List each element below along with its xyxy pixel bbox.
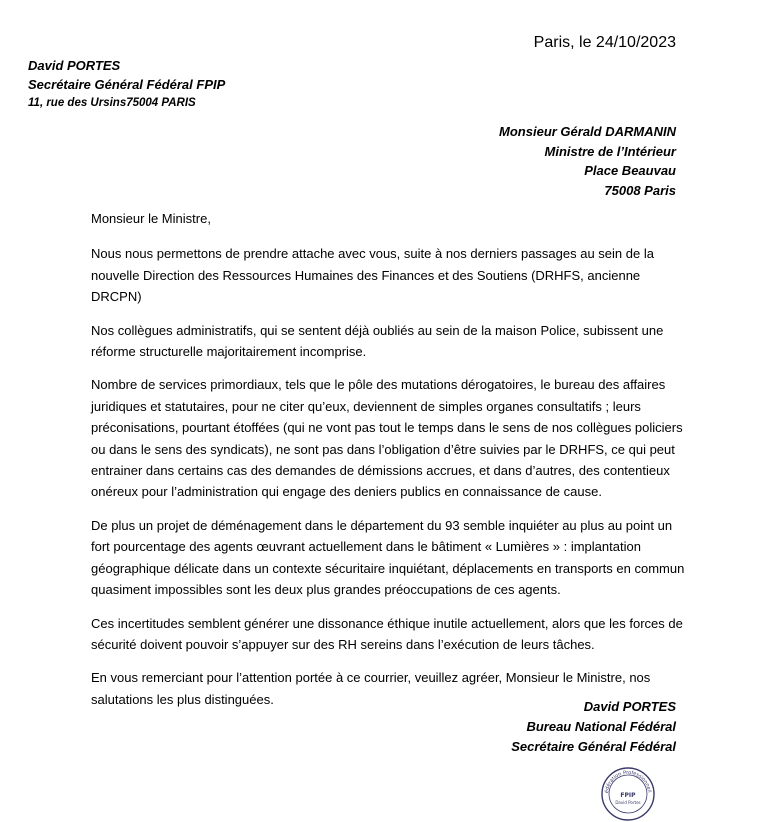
recipient-name: Monsieur Gérald DARMANIN: [499, 124, 676, 139]
paragraph: Nombre de services primordiaux, tels que le pôle des mutations dérogatoires, le bureau des affaires juridiques et statutaires, pour ne citer qu’eux, deviennent de simples organes consultatifs ; leurs préconisations, pourtant étoffées (qui ne vont pas tout le temps dans le sens de nos collègues policiers ou dans le sens des syndicats), ne sont pas dans l’obligation d’être suivies par le DRHFS, ce qui peut entrainer dans certains cas des demandes de démissions accrues, et dans d’autres, des contentieux onéreux pour l’administration qui engage des deniers publics en connaissance de cause.: [91, 377, 683, 500]
recipient-street: Place Beauvau: [584, 163, 676, 178]
signature-line-2: Secrétaire Général Fédéral: [511, 739, 676, 754]
recipient-title: Ministre de l’Intérieur: [544, 143, 676, 159]
sender-name: David PORTES: [28, 58, 121, 73]
signature-block: [511, 697, 676, 757]
paragraph: De plus un projet de déménagement dans le département du 93 semble inquiéter au plus au point un fort pourcentage des agents œuvrant actuellement dans le bâtiment « Lumières » : implantation géographique délicate dans un contexte sécuritaire inquiétant, déplacements en transports en commun quasiment impossibles sont les deux plus grandes préoccupations de ces agents.: [91, 517, 685, 598]
paragraph: Ces incertitudes semblent générer une dissonance éthique inutile actuellement, alors que les forces de sécurité doivent pouvoir s’appuyer sur des RH sereins dans l’exécution de leurs tâches.: [91, 615, 683, 652]
stamp-seal: [600, 766, 656, 822]
stamp-sub-text: David Portes: [615, 800, 641, 805]
signature-name: David PORTES: [583, 699, 676, 714]
paragraph: Nous nous permettons de prendre attache avec vous, suite à nos derniers passages au sein de la nouvelle Direction des Ressources Humaines des Finances et des Soutiens (DRHFS, ancienne DRCPN): [91, 246, 654, 305]
paragraph: Nos collègues administratifs, qui se sentent déjà oubliés au sein de la maison Police, subissent une réforme structurelle majoritairement incomprise.: [91, 322, 664, 360]
letter-body: [91, 208, 693, 722]
sender-title: Secrétaire Général Fédéral FPIP: [28, 77, 226, 92]
stamp-arc-text: édération Professionnell: [603, 769, 652, 794]
signature-line-1: Bureau National Fédéral: [526, 719, 676, 734]
sender-block: [28, 56, 225, 113]
recipient-city: 75008 Paris: [604, 182, 676, 198]
paragraph: En vous remerciant pour l’attention portée à ce courrier, veuillez agréer, Monsieur le Ministre, nos salutations les plus distinguées.: [91, 670, 651, 707]
salutation: Monsieur le Ministre,: [91, 211, 211, 226]
sender-address: 11, rue des Ursins75004 PARIS: [28, 97, 196, 109]
letter-date: Paris, le 24/10/2023: [533, 34, 676, 51]
stamp-center-text: FPIP: [620, 792, 636, 799]
recipient-block: [499, 122, 676, 200]
